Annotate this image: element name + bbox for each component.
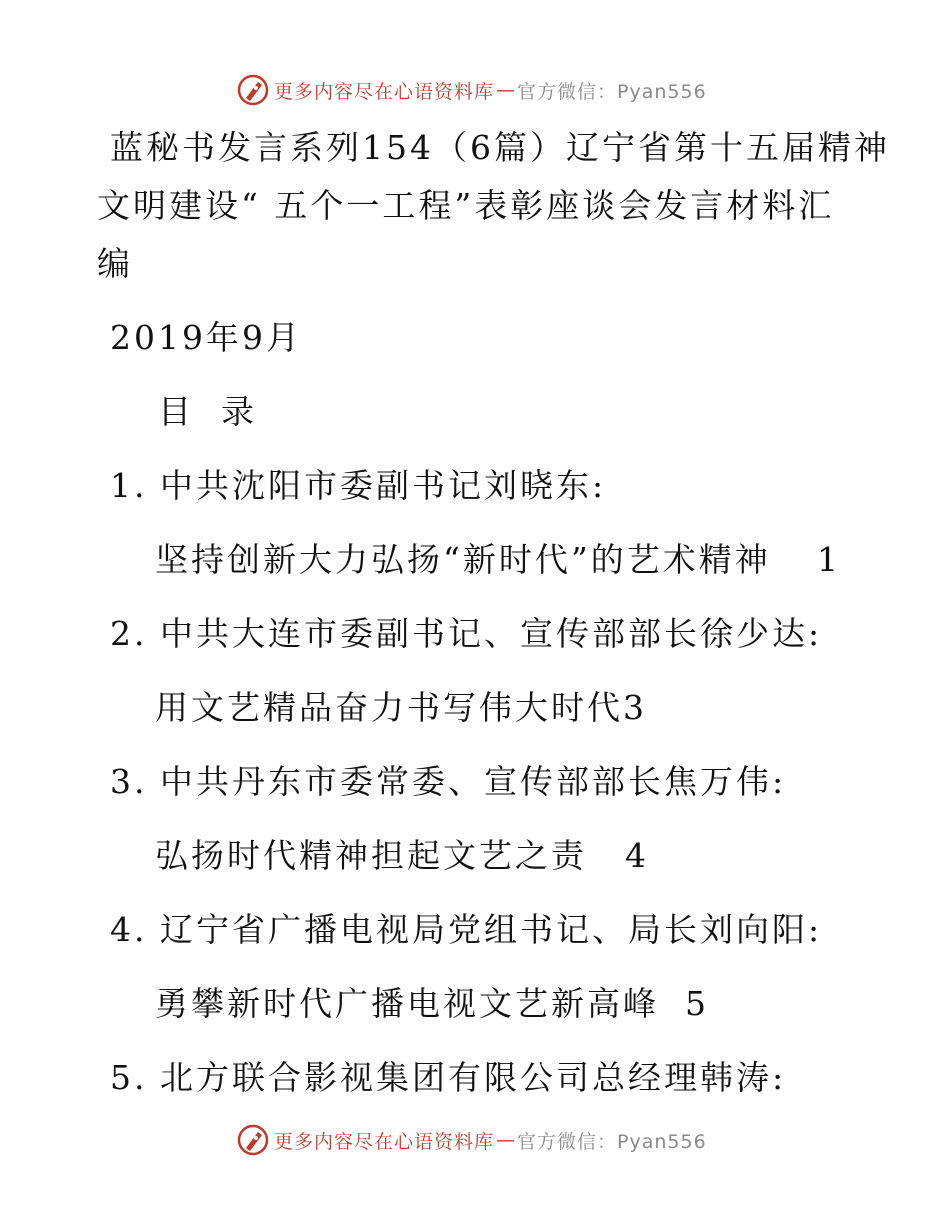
banner-wechat-text: 官方微信：Pyan556 bbox=[517, 80, 707, 103]
toc-item-1-page: 1 bbox=[817, 540, 838, 579]
toc-item-3-title bbox=[155, 836, 649, 876]
toc-item-title-text: 用文艺精品奋力书写伟大时代 bbox=[155, 688, 623, 727]
pen-logo-icon bbox=[236, 73, 270, 107]
banner-site-text: 更多内容尽在心语资料库 bbox=[274, 80, 495, 103]
header-banner bbox=[236, 72, 707, 108]
pen-logo-icon bbox=[236, 1123, 270, 1157]
toc-item-1-speaker bbox=[110, 466, 606, 506]
toc-item-speaker: 中共沈阳市委副书记刘晓东: bbox=[160, 466, 607, 505]
toc-item-page: 5 bbox=[685, 984, 709, 1023]
doc-title-line-1: 蓝秘书发言系列154（6篇）辽宁省第十五届精神 bbox=[110, 128, 890, 167]
banner-dash: — bbox=[496, 1129, 516, 1151]
doc-date: 2019年9月 bbox=[110, 318, 302, 357]
banner-wechat-text: 官方微信：Pyan556 bbox=[517, 1130, 707, 1153]
toc-item-number: 2. bbox=[110, 614, 148, 653]
toc-item-page: 3 bbox=[623, 688, 647, 727]
toc-item-4-title bbox=[155, 984, 709, 1024]
toc-item-speaker: 中共丹东市委常委、宣传部部长焦万伟: bbox=[160, 762, 787, 801]
banner-site-text: 更多内容尽在心语资料库 bbox=[274, 1130, 495, 1153]
toc-item-4-speaker bbox=[110, 910, 822, 950]
toc-item-5-speaker bbox=[110, 1058, 786, 1098]
doc-title-line-3: 编 bbox=[97, 244, 133, 283]
toc-item-2-title bbox=[155, 688, 647, 728]
toc-item-number: 4. bbox=[110, 910, 148, 949]
doc-title-line-2: 文明建设“ 五个一工程”表彰座谈会发言材料汇 bbox=[97, 186, 835, 225]
banner-dash: — bbox=[496, 79, 516, 101]
toc-item-speaker: 中共大连市委副书记、宣传部部长徐少达: bbox=[160, 614, 823, 653]
toc-item-number: 1. bbox=[110, 466, 148, 505]
toc-item-title-text: 勇攀新时代广播电视文艺新高峰 bbox=[155, 984, 659, 1023]
toc-item-3-speaker bbox=[110, 762, 786, 802]
toc-item-speaker: 辽宁省广播电视局党组书记、局长刘向阳: bbox=[160, 910, 823, 949]
toc-item-title-text: 弘扬时代精神担起文艺之责 bbox=[155, 836, 587, 875]
toc-heading: 目 录 bbox=[158, 392, 257, 431]
toc-item-page: 4 bbox=[625, 836, 649, 875]
toc-item-speaker: 北方联合影视集团有限公司总经理韩涛: bbox=[160, 1058, 787, 1097]
toc-item-2-speaker bbox=[110, 614, 822, 654]
footer-banner bbox=[236, 1122, 707, 1158]
toc-item-number: 5. bbox=[110, 1058, 148, 1097]
toc-item-number: 3. bbox=[110, 762, 148, 801]
toc-item-1-title: 坚持创新大力弘扬“新时代”的艺术精神 bbox=[155, 540, 771, 579]
